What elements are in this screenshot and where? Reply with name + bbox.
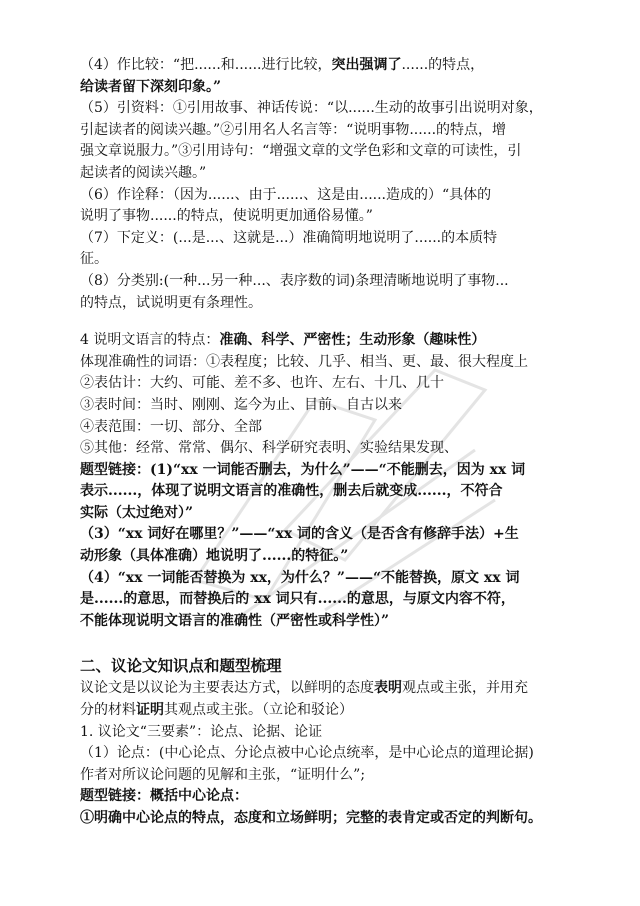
text-run: 强文章说服力。”③引用诗句：“增强文章的文学色彩和文章的可读性，引 <box>80 143 522 160</box>
bold-text: 证明 <box>136 702 164 719</box>
text-run: ⑤其他：经常、常常、偶尔、科学研究表明、实验结果发现、 <box>80 440 458 457</box>
text-line <box>80 352 570 374</box>
text-line <box>80 722 570 744</box>
text-run: （1）论点：(中心论点、分论点被中心论点统率，是中心论点的道理论据) <box>80 745 534 762</box>
text-line <box>80 481 570 503</box>
text-run: 1. 议论文“三要素”：论点、论据、论证 <box>80 723 323 740</box>
text-run: 起读者的阅读兴趣。” <box>80 164 207 181</box>
text-line <box>80 460 570 482</box>
text-run: 说明了事物......的特点，使说明更加通俗易懂。” <box>80 208 373 225</box>
text-line <box>80 163 570 185</box>
text-line <box>80 330 570 352</box>
text-run: （4）作比较：“把......和......进行比较， <box>80 57 332 73</box>
bold-text: 准确、科学、严密性；生动形象（趣味性） <box>219 332 486 349</box>
text-line <box>80 141 570 163</box>
bold-text: 不能体现说明文语言的准确性（严密性或科学性）” <box>80 612 390 629</box>
text-line <box>80 546 570 568</box>
text-line <box>80 185 570 207</box>
text-run: （7）下定义：(...是...、这就是...）准确简明地说明了......的本质特 <box>80 229 498 246</box>
text-run: 分的材料 <box>80 702 136 719</box>
text-run: 观点或主张，并用充 <box>402 680 528 697</box>
bold-text: 是......的意思，而替换后的 xx 词只有......的意思，与原文内容不符， <box>80 591 515 608</box>
document-body <box>80 55 570 830</box>
text-line <box>80 611 570 633</box>
bold-text: ①明确中心论点的特点，态度和立场鲜明；完整的表肯定或否定的判断句。 <box>80 810 542 826</box>
text-line <box>80 678 570 700</box>
text-line <box>80 438 570 460</box>
text-line <box>80 417 570 439</box>
bold-text: （4）“xx 一词能否替换为 xx，为什么？”——“不能替换，原文 xx 词 <box>80 569 520 586</box>
text-run: 体现准确性的词语：①表程度；比较、几乎、相当、更、最、很大程度上 <box>80 353 528 370</box>
text-line <box>80 700 570 722</box>
bold-text: 表明 <box>374 680 402 697</box>
text-line <box>80 77 570 99</box>
text-run: 议论文是以议论为主要表达方式，以鲜明的态度 <box>80 680 374 697</box>
text-line <box>80 786 570 808</box>
bold-text: 给读者留下深刻印象。” <box>80 78 222 95</box>
text-run: （8）分类别:(一种...另一种...、表序数的词)条理清晰地说明了事物... <box>80 272 509 289</box>
bold-text: 题型链接：概括中心论点： <box>80 788 248 805</box>
text-line <box>80 55 570 77</box>
text-line <box>80 589 570 611</box>
text-line <box>80 98 570 120</box>
text-line <box>80 743 570 765</box>
text-run: 二、议论文知识点和题型梳理 <box>80 657 282 676</box>
text-line <box>80 293 570 315</box>
text-line <box>80 765 570 787</box>
text-line <box>80 395 570 417</box>
text-line <box>80 524 570 546</box>
text-run: 的特点，试说明更有条理性。 <box>80 294 262 311</box>
text-run: 4 说明文语言的特点： <box>80 332 220 349</box>
text-line <box>80 503 570 525</box>
bold-text: 表示......，体现了说明文语言的准确性，删去后就变成......，不符合 <box>80 483 503 500</box>
text-line <box>80 228 570 250</box>
text-run: 引起读者的阅读兴趣。”②引用名人名言等：“说明事物......的特点，增 <box>80 121 507 138</box>
bold-text: 动形象（具体准确）地说明了......的特征。” <box>80 548 349 565</box>
text-run: ④表范围：一切、部分、全部 <box>80 418 262 435</box>
text-line <box>80 373 570 395</box>
bold-text: 实际（太过绝对）” <box>80 504 194 521</box>
text-line <box>80 808 570 830</box>
text-run: 征。 <box>80 251 108 268</box>
bold-text: 题型链接：(1)“xx 一词能否删去，为什么”——“不能删去，因为 xx 词 <box>80 461 526 478</box>
text-run: 作者对所议论问题的见解和主张，“证明什么”; <box>80 766 366 783</box>
text-line <box>80 568 570 590</box>
text-line <box>80 206 570 228</box>
bold-text: （3）“xx 词好在哪里？”——“xx 词的含义（是否含有修辞手法）+生 <box>80 526 519 543</box>
text-run: ......的特点， <box>401 57 485 73</box>
text-run: 其观点或主张。（立论和驳论） <box>164 702 353 719</box>
text-run: （5）引资料：①引用故事、神话传说：“以......生动的故事引出说明对象， <box>80 100 543 117</box>
spacer <box>80 314 570 330</box>
text-run: ②表估计：大约、可能、差不多、也许、左右、十几、几十 <box>80 375 444 392</box>
text-line <box>80 271 570 293</box>
text-line <box>80 120 570 142</box>
bold-text: 突出强调了 <box>331 57 402 73</box>
text-line <box>80 249 570 271</box>
spacer <box>80 632 570 654</box>
section-heading <box>80 654 570 678</box>
text-run: ③表时间：当时、刚刚、迄今为止、目前、自古以来 <box>80 396 402 413</box>
text-run: （6）作诠释：（因为......、由于......、这是由......造成的）“具体的 <box>80 186 492 203</box>
